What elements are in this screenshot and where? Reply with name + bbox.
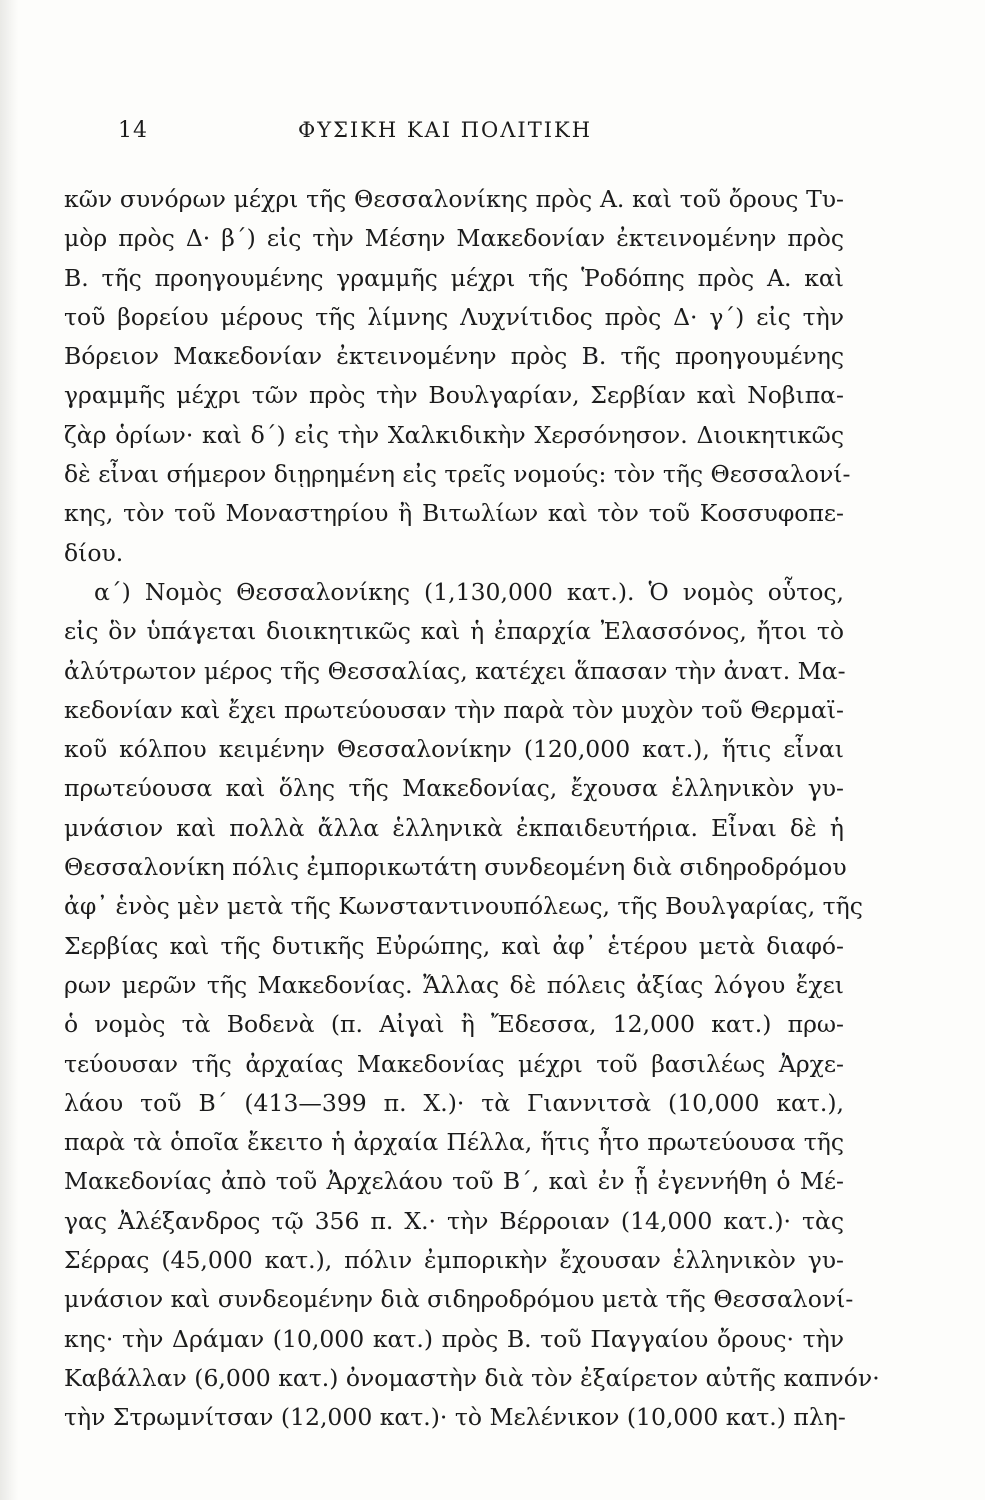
page-number: 14: [118, 118, 148, 143]
text-line: ἀλύτρωτον μέρος τῆς Θεσσαλίας, κατέχει ἅπασαν τὴν ἀνατ. Μα-: [64, 656, 846, 685]
text-line: κῶν συνόρων μέχρι τῆς Θεσσαλονίκης πρὸς Α. καὶ τοῦ ὄρους Τυ-: [64, 185, 844, 213]
text-line: κεδονίαν καὶ ἔχει πρωτεύουσαν τὴν παρὰ τὸν μυχὸν τοῦ Θερμαϊ-: [64, 695, 844, 724]
text-line: κοῦ κόλπου κειμένην Θεσσαλονίκην (120,000 κατ.), ἥτις εἶναι: [64, 735, 844, 764]
page-header: [118, 118, 838, 148]
text-line: κης· τὴν Δράμαν (10,000 κατ.) πρὸς Β. τοῦ Παγγαίου ὄρους· τὴν: [64, 1324, 844, 1353]
text-line: γας Ἀλέξανδρος τῷ 356 π. Χ.· τὴν Βέρροιαν (14,000 κατ.)· τὰς: [64, 1206, 844, 1235]
text-line: πρωτεύουσα καὶ ὅλης τῆς Μακεδονίας, ἔχουσα ἑλληνικὸν γυ-: [64, 774, 844, 803]
text-line: Β. τῆς προηγουμένης γραμμῆς μέχρι τῆς Ῥοδόπης πρὸς Α. καὶ: [64, 263, 844, 292]
text-line: δίου.: [64, 538, 124, 567]
text-line: λάου τοῦ Β΄ (413—399 π. Χ.)· τὰ Γιαννιτσὰ (10,000 κατ.),: [64, 1088, 844, 1117]
text-line: Σέρρας (45,000 κατ.), πόλιν ἐμπορικὴν ἔχουσαν ἑλληνικὸν γυ-: [64, 1246, 844, 1275]
paragraph-start-line: α΄) Νομὸς Θεσσαλονίκης (1,130,000 κατ.). Ὁ νομὸς οὗτος,: [94, 577, 844, 606]
running-title: ΦΥΣΙΚΗ ΚΑΙ ΠΟΛΙΤΙΚΗ: [298, 118, 593, 142]
text-line: εἰς ὃν ὑπάγεται διοικητικῶς καὶ ἡ ἐπαρχία Ἐλασσόνος, ἤτοι τὸ: [64, 617, 844, 646]
text-line: τὴν Στρωμνίτσαν (12,000 κατ.)· τὸ Μελένικον (10,000 κατ.) πλη-: [64, 1403, 846, 1432]
text-line: Θεσσαλονίκη πόλις ἐμπορικωτάτη συνδεομένη διὰ σιδηροδρόμου: [64, 853, 847, 882]
text-line: Καβάλλαν (6,000 κατ.) ὀνομαστὴν διὰ τὸν ἐξαίρετον αὐτῆς καπνόν·: [64, 1363, 880, 1392]
text-line: τεύουσαν τῆς ἀρχαίας Μακεδονίας μέχρι τοῦ βασιλέως Ἀρχε-: [64, 1049, 844, 1078]
text-line: Σερβίας καὶ τῆς δυτικῆς Εὐρώπης, καὶ ἀφ᾽ ἑτέρου μετὰ διαφό-: [64, 931, 844, 960]
text-line: μνάσιον καὶ συνδεομένην διὰ σιδηροδρόμου μετὰ τῆς Θεσσαλονί-: [64, 1285, 854, 1314]
body-text: [64, 180, 880, 1438]
text-line: γραμμῆς μέχρι τῶν πρὸς τὴν Βουλγαρίαν, Σερβίαν καὶ Νοβιπα-: [64, 381, 844, 410]
text-line: δὲ εἶναι σήμερον διῃρημένη εἰς τρεῖς νομούς: τὸν τῆς Θεσσαλονί-: [64, 460, 851, 489]
text-line: τοῦ βορείου μέρους τῆς λίμνης Λυχνίτιδος πρὸς Δ· γ΄) εἰς τὴν: [64, 302, 844, 331]
text-line: ἀφ᾽ ἑνὸς μὲν μετὰ τῆς Κωνσταντινουπόλεως, τῆς Βουλγαρίας, τῆς: [64, 892, 863, 921]
text-line: κης, τὸν τοῦ Μοναστηρίου ἢ Βιτωλίων καὶ τὸν τοῦ Κοσσυφοπε-: [64, 499, 844, 528]
page-gutter-shadow: [0, 0, 18, 1500]
text-line: παρὰ τὰ ὁποῖα ἔκειτο ἡ ἀρχαία Πέλλα, ἥτις ἦτο πρωτεύουσα τῆς: [64, 1128, 844, 1157]
text-line: μνάσιον καὶ πολλὰ ἄλλα ἑλληνικὰ ἐκπαιδευτήρια. Εἶναι δὲ ἡ: [64, 813, 844, 842]
text-line: μὸρ πρὸς Δ· β΄) εἰς τὴν Μέσην Μακεδονίαν ἐκτεινομένην πρὸς: [64, 224, 844, 253]
text-line: ὁ νομὸς τὰ Βοδενὰ (π. Αἰγαὶ ἢ Ἔδεσσα, 12,000 κατ.) πρω-: [64, 1010, 844, 1039]
text-line: Μακεδονίας ἀπὸ τοῦ Ἀρχελάου τοῦ Β΄, καὶ ἐν ᾗ ἐγεννήθη ὁ Μέ-: [64, 1167, 844, 1196]
text-line: ζὰρ ὁρίων· καὶ δ΄) εἰς τὴν Χαλκιδικὴν Χερσόνησον. Διοικητικῶς: [64, 420, 844, 449]
text-line: Βόρειον Μακεδονίαν ἐκτεινομένην πρὸς Β. τῆς προηγουμένης: [64, 342, 844, 371]
text-line: ρων μερῶν τῆς Μακεδονίας. Ἄλλας δὲ πόλεις ἀξίας λόγου ἔχει: [64, 970, 844, 999]
